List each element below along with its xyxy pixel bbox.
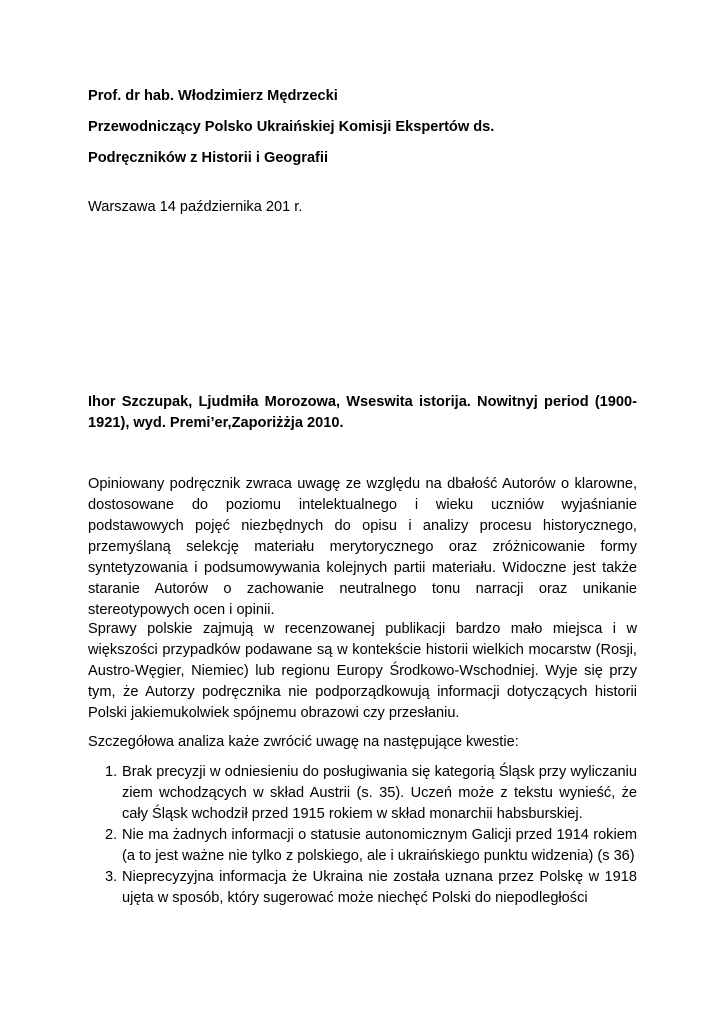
list-item-number: 1. (105, 764, 118, 780)
author-role-line-2: Podręczników z Historii i Geografii (88, 150, 329, 166)
book-title: Ihor Szczupak, Ljudmiła Morozowa, Wseswita istorija. Nowitnyj period (1900-1921), wyd. Premi’er,Zaporiżżja 2010. (88, 394, 637, 431)
author-role-line-1: Przewodniczący Polsko Ukraińskiej Komisji Ekspertów ds. (88, 119, 495, 135)
paragraph-analysis-lead: Szczegółowa analiza każe zwrócić uwagę na następujące kwestie: (88, 734, 519, 750)
author-name: Prof. dr hab. Włodzimierz Mędrzecki (88, 88, 338, 104)
list-item (88, 762, 637, 825)
issues-list (88, 762, 637, 909)
paragraph-polish-affairs: Sprawy polskie zajmują w recenzowanej publikacji bardzo mało miejsca i w większości przypadków podawane są w kontekście historii wielkich mocarstw (Rosji, Austro-Węgier, Niemiec) lub regionu Europy Środkowo-Wschodniej. Wyje się przy tym, że Autorzy podręcznika nie podporządkowują informacji dotyczących historii Polski jakiemukolwiek spójnemu obrazowi czy przesłaniu. (88, 621, 637, 721)
list-item-number: 3. (105, 869, 118, 885)
list-item (88, 867, 637, 909)
list-item (88, 825, 637, 867)
date-line: Warszawa 14 października 201 r. (88, 199, 303, 215)
list-item-text: Nieprecyzyjna informacja że Ukraina nie została uznana przez Polskę w 1918 ujęta w sposób, który sugerować może niechęć Polski do niepodległości (122, 869, 637, 906)
list-item-number: 2. (105, 827, 118, 843)
list-item-text: Brak precyzji w odniesieniu do posługiwania się kategorią Śląsk przy wyliczaniu ziem wchodzących w skład Austrii (s. 35). Uczeń może z tekstu wynieść, że cały Śląsk wchodził przed 1915 rokiem w skład monarchii habsburskiej. (122, 764, 637, 822)
paragraph-intro: Opiniowany podręcznik zwraca uwagę ze względu na dbałość Autorów o klarowne, dostosowane do poziomu intelektualnego i wieku uczniów wyjaśnianie podstawowych pojęć niezbędnych do opisu i analizy procesu historycznego, przemyślaną selekcję materiału merytorycznego oraz zróżnicowanie formy syntetyzowania i podsumowywania kolejnych partii materiału. Widoczne jest także staranie Autorów o zachowanie neutralnego tonu narracji oraz unikanie stereotypowych ocen i opinii. (88, 476, 637, 618)
list-item-text: Nie ma żadnych informacji o statusie autonomicznym Galicji przed 1914 rokiem (a to jest ważne nie tylko z polskiego, ale i ukraińskiego punktu widzenia) (s 36) (122, 827, 637, 864)
